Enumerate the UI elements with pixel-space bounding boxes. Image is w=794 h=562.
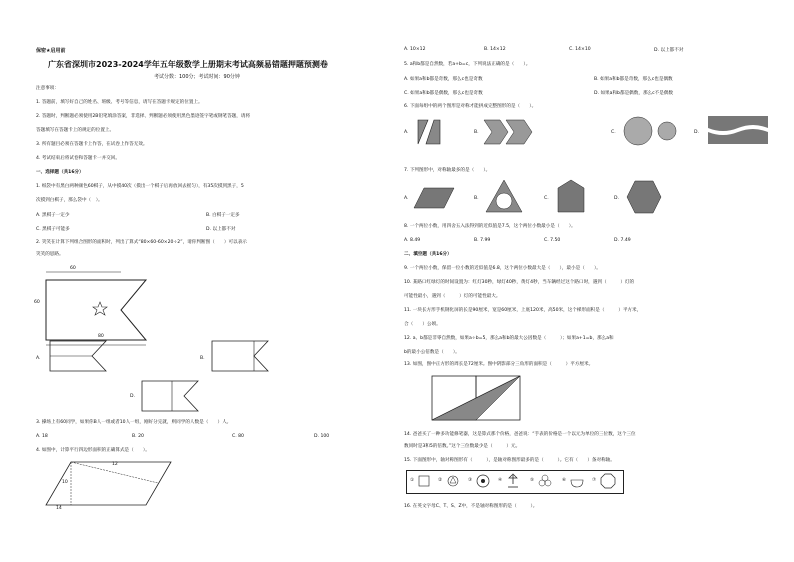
option-c: C. [544,196,549,201]
question-text: 2. 笑笑在计算下列组合图形的面积时，列出了算式“80×60-60×20÷2”，请你判断图（ ）可以表示 [36,240,247,245]
square-triangle-figure [432,374,552,424]
option-a: A. [36,356,41,361]
question-text: 次摸到白棋子，那么袋中（ ）。 [36,198,103,203]
option-b-figure [484,118,534,148]
question-text: 6. 下面每组中的两个图形是对称才能拼成完整图形的是（ ）。 [404,104,537,109]
flower-icon [538,474,552,488]
question-text: 10. 某路口红绿灯的时间设置为：红灯30秒，绿灯40秒，黄灯4秒，当车辆经过这个路口时，遇到（ ）灯的 [404,280,635,285]
question-text: 14. 爸爸买了一种多功能修笔器，这是算式那个价格，爸爸说：“手表的价格是一个以元为单位的三位数，这个三位 [404,432,636,437]
option-a: A. 8.49 [404,238,421,243]
question-text: 15. 下面图形中，轴对称图形有（ ），是轴对称图形最多的是（ ）。它有（ ）条对称轴。 [404,458,615,463]
question-text: 13. 如图，图中正方形的周长是72厘米。图中阴影部分三角形的面积是（ ）平方厘米。 [404,362,594,367]
option-b: B. 7.99 [474,238,491,243]
secret-mark: 保密★启用前 [36,48,66,54]
symbol-number: ⑥ [562,478,567,483]
note-line: 1. 答题前，填写好自己的姓名、班级、考号等信息，请写在答题卡规定的位置上。 [36,100,203,105]
question-text: 16. 在英文字母C、T、S、Z中，不是轴对称图形的是（ ）。 [404,504,538,509]
option-c: C. 如果a和b都是偶数，那么c也是奇数 [404,91,483,96]
option-d: D. 以上都不对 [654,48,684,53]
option-a: A. 如果a和b都是奇数，那么c也是奇数 [404,77,483,82]
question-text: 11. 一块长方形手机钢化屏的长是90厘米，宽是60厘米，上底120米，高50米，这个梯形面积是（ ）平方米， [404,308,642,313]
section-heading: 二、填空题（共16分） [404,252,452,257]
option-d: D. 7.49 [614,238,631,243]
parallelogram-icon [414,186,454,212]
question-text: 数同时是3和5的倍数。”这个三位数最少是（ ）元。 [404,444,521,449]
option-b: B. 14×12 [484,47,506,52]
up-arrow-icon [506,473,520,489]
question-text: 1. 纸袋中有黑白两种颜色60棋子，从中摸40次（摸出一个棋子后再放回去摇匀），有35次摸到黑子，5 [36,184,244,189]
option-a-figure [50,341,110,371]
note-line: 3. 所有题目必须在答题卡上作答，在试卷上作答无效。 [36,142,148,147]
symbol-number: ⑦ [592,478,597,483]
dim-label: 14 [56,506,62,511]
dim-left: 60 [34,300,40,305]
symbol-number: ⑤ [530,478,535,483]
notes-heading: 注意事项： [36,86,59,91]
symbol-number: ② [438,478,443,483]
triangle-circle-icon [486,180,522,214]
paper-subtitle: 考试分数：100分；考试时间：90分钟 [154,74,240,80]
question-text: 合（ ）公顷。 [404,322,441,327]
question-text: 可能性最小，遇到（ ）灯的可能性最大。 [404,294,501,299]
left-column [36,0,381,562]
question-text: 9. 一个两位小数，保留一位小数的近似值是6.8，这个两位小数最大是（ ），最小是（ ）。 [404,266,601,271]
octagon-icon [600,473,616,489]
option-c-figure [622,117,682,147]
option-b: B. 20 [132,434,144,439]
option-d-figure [142,381,202,411]
option-d: D. 如果a和b都是偶数，那么c不是偶数 [594,91,674,96]
box-icon [418,474,430,488]
symbol-number: ④ [498,478,503,483]
right-column [404,0,774,562]
steering-wheel-icon [476,474,490,488]
option-c: C. 80 [232,434,244,439]
pentagon-icon [556,180,586,214]
question-text: 3. 操场上有60同学，如果你B人一组或者10人一组，刚好分完就，则同学的人数是（ ）人。 [36,420,232,425]
option-d-figure [708,116,770,146]
symbol-number: ① [410,478,415,483]
option-a-figure [414,118,444,148]
option-b: B. 白棋子一定多 [206,213,240,218]
question-text: b的最小公倍数是（ ）。 [404,350,460,355]
symbol-number: ③ [468,478,473,483]
option-d: D. 100 [314,434,330,439]
option-c: C. 7.50 [544,238,561,243]
question-text: 12. a、b都是非零自然数，如果a÷b=5，那么a和b的最大公因数是（ ）；如果a+1=b，那么a和 [404,336,614,341]
question-text: 笑笑的思路。 [36,252,64,257]
option-d: D. 以上都不对 [206,227,236,232]
dim-top: 60 [70,266,76,271]
option-c: C. 14×10 [569,47,591,52]
option-d: D. [694,130,699,135]
dim-bottom: 80 [98,334,104,339]
paper-title: 广东省深圳市2023-2024学年五年级数学上册期末考试高频易错题押题预测卷 [48,60,328,69]
option-b: B. 如果a和b都是奇数，那么c也是偶数 [594,77,673,82]
option-a: A. [404,130,409,135]
option-a: A. 黑棋子一定少 [36,213,70,218]
option-d: D. [130,394,135,399]
dim-label: 10 [62,480,68,485]
option-a: A. 18 [36,434,48,439]
option-b: B. [474,196,479,201]
note-line: 4. 考试结束后将试卷和答题卡一并交回。 [36,156,120,161]
recycle-icon [446,474,460,488]
option-c: C. 黑棋子可能多 [36,227,70,232]
hexagon-icon [626,180,662,214]
option-a: A. 10×12 [404,47,426,52]
composite-shape-figure [36,262,176,342]
question-text: 5. a和b都是自然数，若a+b=c，下列说法正确的是（ ）。 [404,62,531,67]
option-c: C. [611,130,616,135]
note-line: 答题填写在答题卡上的规定的位置上。 [36,128,115,133]
dim-label: 12 [112,462,118,467]
question-text: 8. 一个两位小数，用四舍五入法得到的近似值是7.5，这个两位小数最小是（ ）。 [404,224,576,229]
question-text: 7. 下列图形中，对称轴最多的是（ ）。 [404,168,491,173]
option-b-figure [212,341,272,371]
option-b: B. [200,356,205,361]
option-a: A. [404,196,409,201]
section-heading: 一、选择题（共16分） [36,170,84,175]
note-line: 2. 答题时，判断题必须使用2B铅笔填涂答案，非选择、判断题必须使用黑色墨迹签字笔或钢笔答题，请将 [36,114,251,119]
question-text: 4. 如图中，计算平行四边形面积的正确算式是（ ）。 [36,448,150,453]
option-d: D. [614,196,619,201]
option-b: B. [474,130,479,135]
bowl-icon [570,474,584,488]
